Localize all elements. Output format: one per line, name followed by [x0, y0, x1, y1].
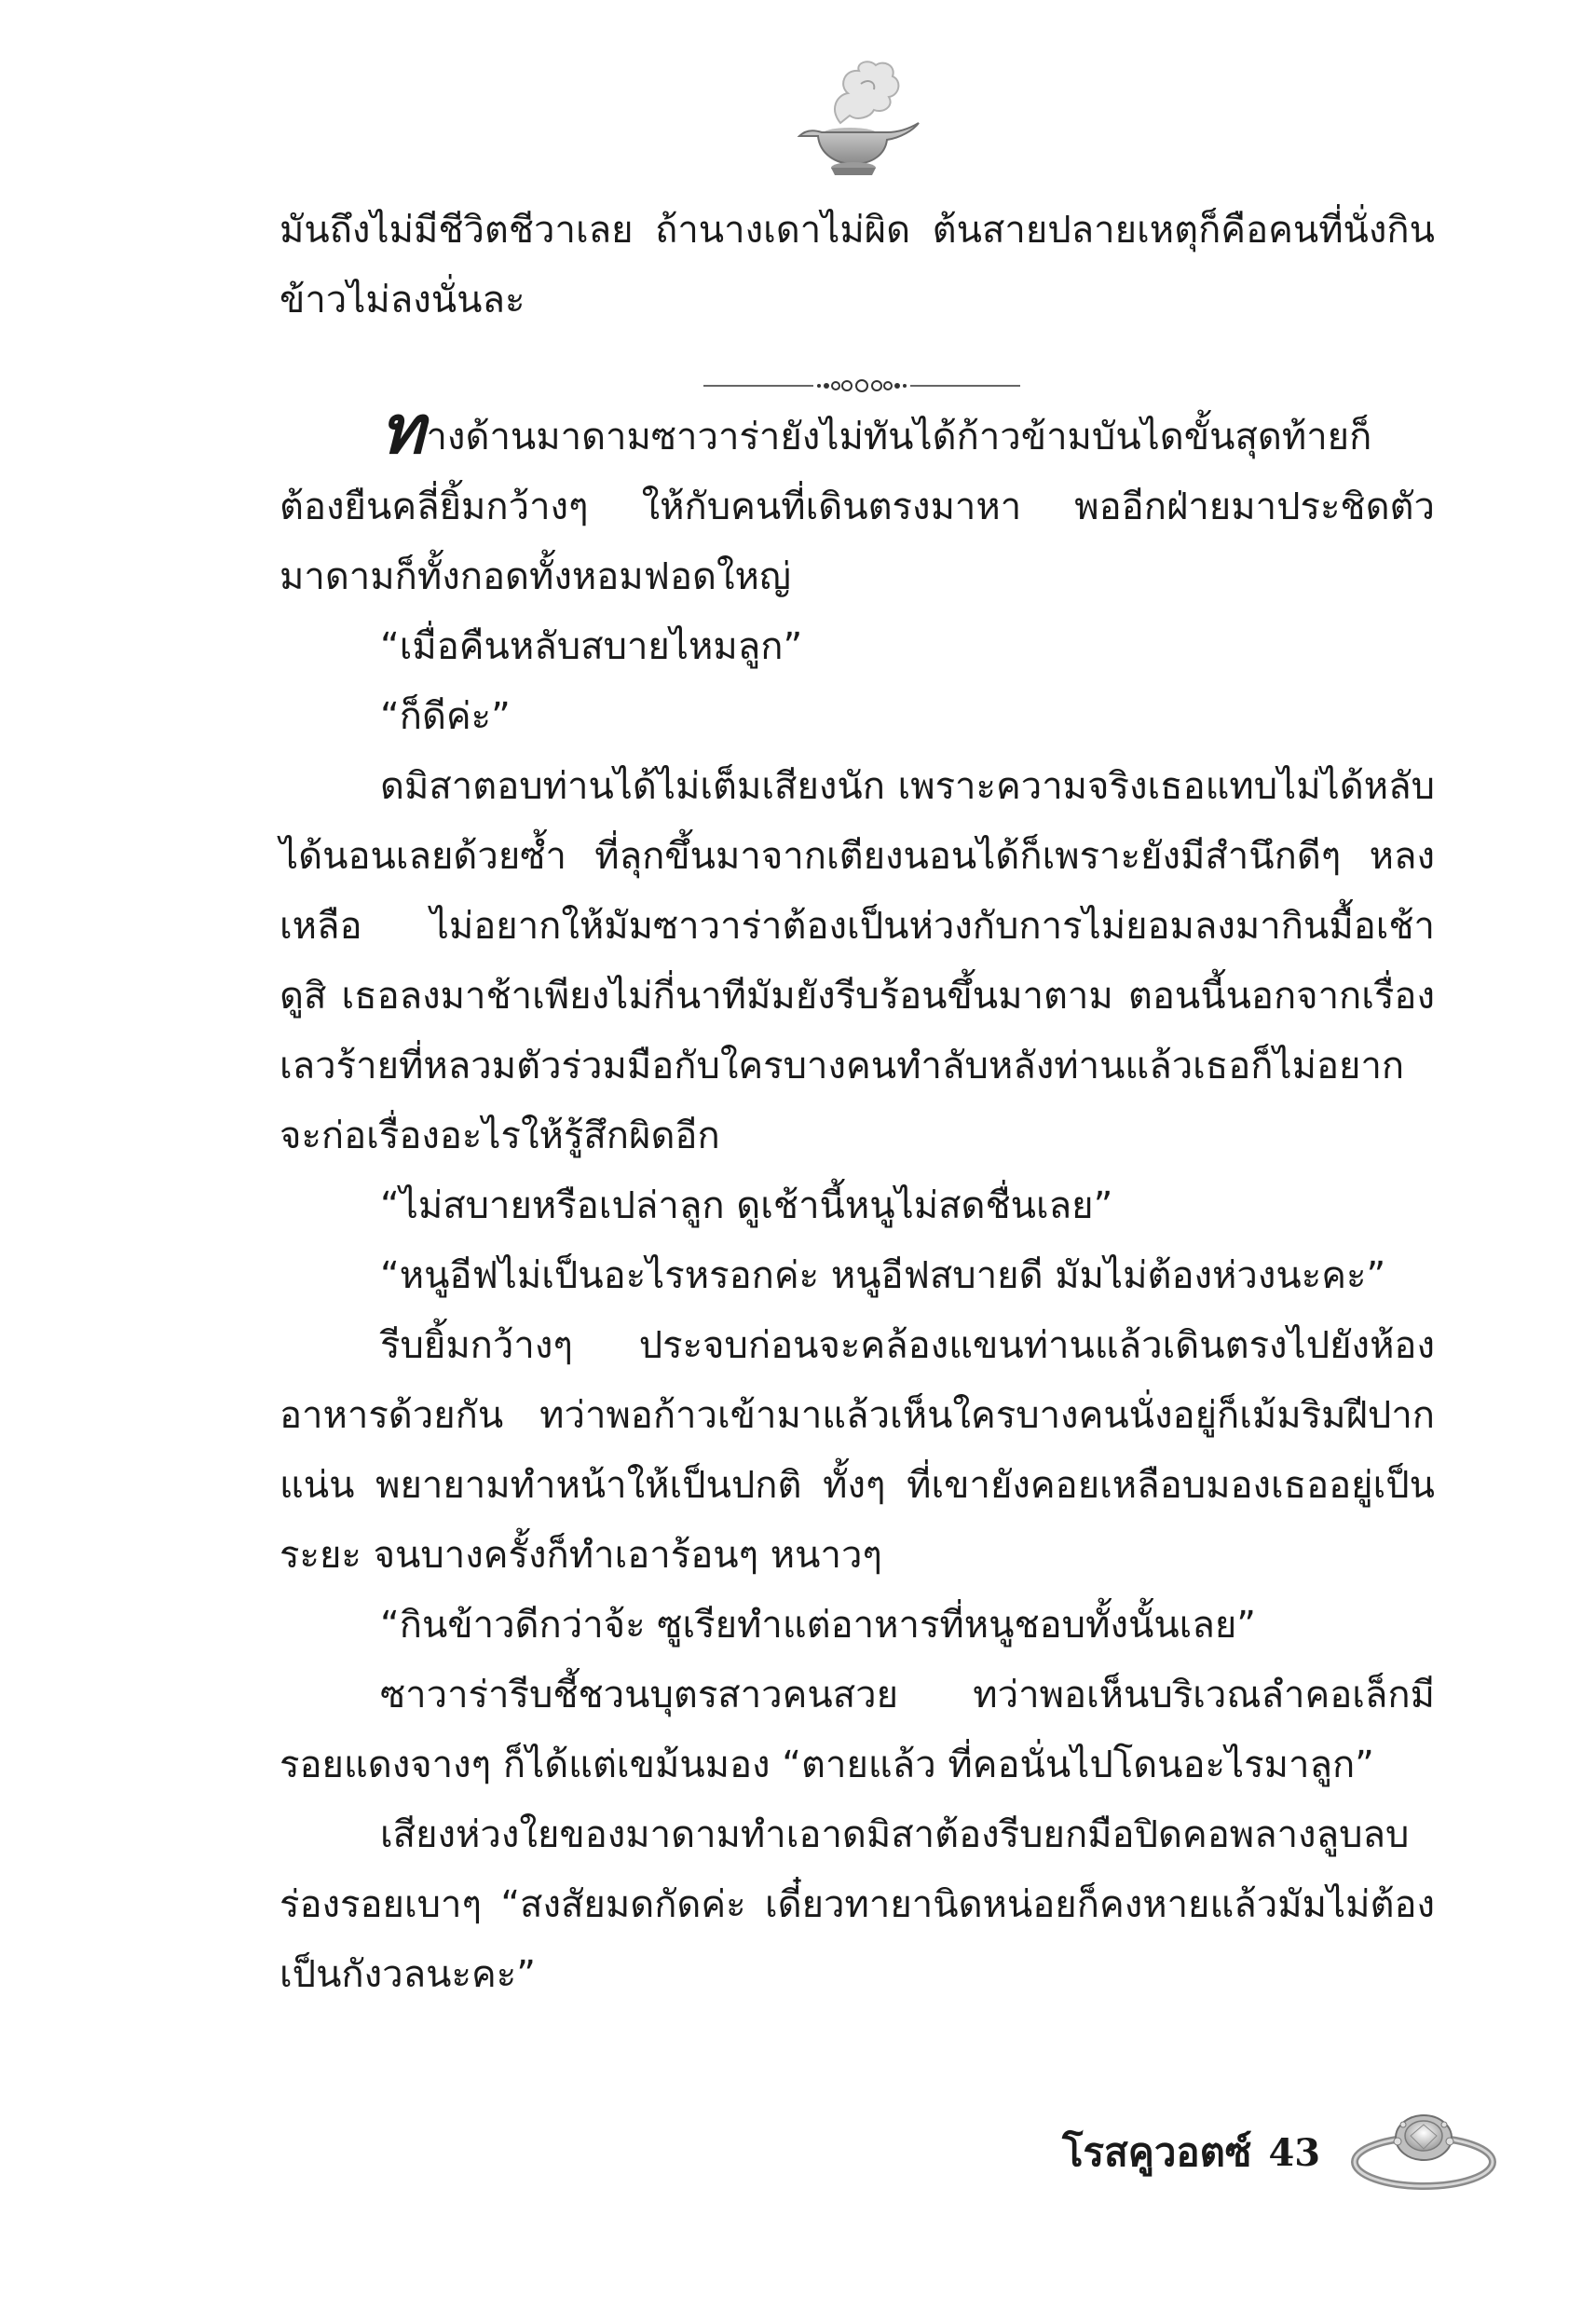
paragraph: เสียงห่วงใยของมาดามทำเอาดมิสาต้องรีบยกมือปิดคอพลางลูบลบร่องรอยเบาๆ “สงสัยมดกัดค่ะ เดี๋ยวทายานิดหน่อยก็คงหายแล้วมัมไม่ต้องเป็นกังวลนะคะ”: [280, 1813, 1435, 1996]
book-title: โรสคูวอตซ์: [1062, 2129, 1252, 2175]
opening-paragraph-text: างด้านมาดามซาวาร่ายังไม่ทันได้ก้าวข้ามบันไดขั้นสุดท้ายก็ต้องยืนคลี่ยิ้มกว้างๆ ให้กับคนที่เดินตรงมาหา พออีกฝ่ายมาประชิดตัวมาดามก็ทั้งกอดทั้งหอมฟอดใหญ่: [280, 416, 1435, 598]
continuation-text: [280, 196, 1435, 335]
paragraph: ดมิสาตอบท่านได้ไม่เต็มเสียงนัก เพราะความจริงเธอแทบไม่ได้หลับได้นอนเลยด้วยซ้ำ ที่ลุกขึ้นมาจากเตียงนอนได้ก็เพราะยังมีสำนึกดีๆ หลงเหลือ ไม่อยากให้มัมซาวาร่าต้องเป็นห่วงกับการไม่ยอมลงมากินมื้อเช้า ดูสิ เธอลงมาช้าเพียงไม่กี่นาทีมัมยังรีบร้อนขึ้นมาตาม ตอนนี้นอกจากเรื่องเลวร้ายที่หลวมตัวร่วมมือกับใครบางคนทำลับหลังท่านแล้วเธอก็ไม่อยากจะก่อเรื่องอะไรให้รู้สึกผิดอีก: [280, 765, 1435, 1157]
paragraph: “ก็ดีค่ะ”: [380, 695, 511, 738]
paragraph: “ไม่สบายหรือเปล่าลูก ดูเช้านี้หนูไม่สดชื่นเลย”: [380, 1184, 1113, 1227]
page-number: 43: [1268, 2130, 1321, 2175]
paragraph: “กินข้าวดีกว่าจ้ะ ซูเรียทำแต่อาหารที่หนูชอบทั้งนั้นเลย”: [380, 1604, 1256, 1647]
genie-lamp-icon: [783, 58, 922, 179]
paragraph: มันถึงไม่มีชีวิตชีวาเลย ถ้านางเดาไม่ผิด ต้นสายปลายเหตุก็คือคนที่นั่งกินข้าวไม่ลงนั่นละ: [280, 209, 1435, 321]
ornamental-divider: [703, 375, 1020, 397]
page-footer: [1062, 2120, 1320, 2185]
paragraph: ซาวาร่ารีบชี้ชวนบุตรสาวคนสวย ทว่าพอเห็นบริเวณลำคอเล็กมีรอยแดงจางๆ ก็ได้แต่เขม้นมอง “ตายแล้ว ที่คอนั่นไปโดนอะไรมาลูก”: [280, 1674, 1435, 1786]
paragraph: “หนูอีฟไม่เป็นอะไรหรอกค่ะ หนูอีฟสบายดี มัมไม่ต้องห่วงนะคะ”: [380, 1254, 1386, 1297]
diamond-ring-icon: [1342, 2097, 1500, 2199]
opening-paragraph: [280, 390, 1435, 612]
paragraph: “เมื่อคืนหลับสบายไหมลูก”: [380, 625, 803, 668]
paragraph: รีบยิ้มกว้างๆ ประจบก่อนจะคล้องแขนท่านแล้วเดินตรงไปยังห้องอาหารด้วยกัน ทว่าพอก้าวเข้ามาแล้วเห็นใครบางคนนั่งอยู่ก็เม้มริมฝีปากแน่น พยายามทำหน้าให้เป็นปกติ ทั้งๆ ที่เขายังคอยเหลือบมองเธออยู่เป็นระยะ จนบางครั้งก็ทำเอาร้อนๆ หนาวๆ: [280, 1324, 1435, 1577]
chapter-section: [280, 390, 1435, 2010]
drop-cap: ท: [380, 390, 425, 469]
